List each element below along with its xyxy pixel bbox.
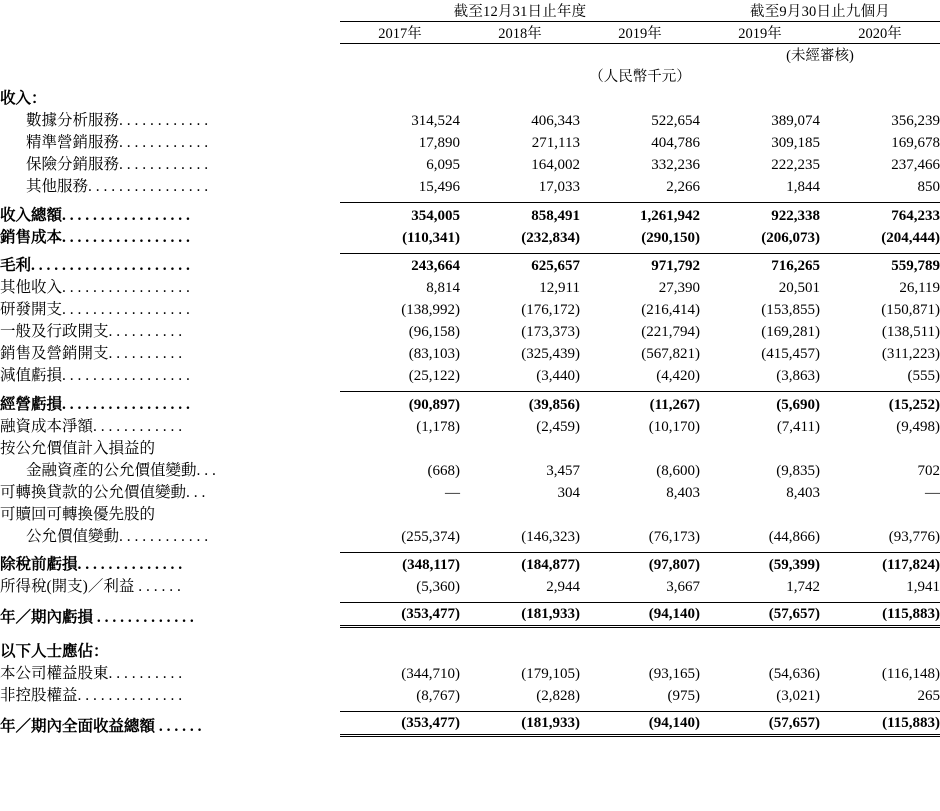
- row-value-col-5: 169,678: [891, 135, 940, 151]
- row-value-col-2: 406,343: [531, 113, 580, 129]
- row-value-col-5: 1,941: [906, 579, 940, 595]
- row-label: 其他服務. . . . . . . . . . . . . . . .: [26, 178, 209, 195]
- row-value-col-1: (1,178): [416, 418, 460, 435]
- row-value-col-5: (117,824): [820, 552, 940, 574]
- row-value-col-3: (8,600): [656, 462, 700, 479]
- row-value-col-4: 716,265: [700, 253, 820, 275]
- row-value-col-2: (3,440): [536, 368, 580, 384]
- row-value-col-1: (5,360): [416, 579, 460, 595]
- row-value-col-4: (5,690): [700, 392, 820, 414]
- row-value-col-4: [700, 86, 820, 108]
- row-value-col-1: (138,992): [401, 302, 460, 318]
- row-value-col-5: [820, 502, 940, 524]
- table-row: [0, 297, 940, 319]
- row-label: 除稅前虧損. . . . . . . . . . . . . .: [0, 556, 183, 573]
- row-value-col-4: (153,855): [761, 302, 820, 318]
- row-value-col-4: (206,073): [761, 229, 820, 246]
- unaudited-note: (未經審核): [786, 48, 854, 64]
- row-value-col-2: 2,944: [546, 579, 580, 595]
- row-value-col-2: (176,172): [521, 302, 580, 318]
- row-value-col-4: (415,457): [761, 346, 820, 362]
- row-value-col-1: (668): [427, 462, 460, 479]
- row-value-col-2: [460, 436, 580, 458]
- row-value-col-5: 26,119: [899, 280, 940, 296]
- row-value-col-5: (311,223): [881, 346, 940, 362]
- row-value-col-2: (179,105): [521, 666, 580, 682]
- row-value-col-1: [340, 639, 460, 661]
- row-value-col-1: 243,664: [340, 253, 460, 275]
- row-value-col-1: [340, 436, 460, 458]
- row-value-col-1: (344,710): [401, 666, 460, 682]
- row-value-col-3: 2,266: [666, 179, 700, 195]
- unaudited-blank-2: [460, 44, 580, 66]
- row-value-col-3: (11,267): [580, 392, 700, 414]
- currency-blank-label: [0, 65, 340, 86]
- row-value-col-1: (255,374): [401, 528, 460, 545]
- row-value-col-1: 15,496: [418, 179, 460, 195]
- row-value-col-3: (76,173): [648, 528, 700, 545]
- row-value-col-2: [460, 86, 580, 108]
- row-value-col-1: (348,117): [340, 552, 460, 574]
- row-value-col-2: (325,439): [521, 346, 580, 362]
- table-row: [0, 574, 940, 596]
- row-value-col-2: (232,834): [521, 229, 580, 246]
- row-value-col-2: 625,657: [460, 253, 580, 275]
- header-corner-blank: [0, 0, 340, 22]
- table-row: [0, 552, 940, 574]
- spacer-cell: [0, 627, 940, 640]
- header-year-blank: [0, 22, 340, 44]
- row-value-col-3: (290,150): [641, 229, 700, 246]
- table-row: [0, 502, 940, 524]
- table-row: [0, 130, 940, 152]
- table-row: [0, 363, 940, 385]
- row-value-col-4: (44,866): [768, 528, 820, 545]
- row-value-col-2: [460, 502, 580, 524]
- table-header: [0, 0, 940, 86]
- row-label: 收入總額. . . . . . . . . . . . . . . . .: [0, 206, 190, 224]
- row-value-col-1: 354,005: [340, 203, 460, 225]
- table-row: [0, 275, 940, 297]
- row-value-col-2: (146,323): [521, 528, 580, 545]
- row-value-col-4: 20,501: [778, 280, 820, 296]
- row-value-col-5: (115,883): [820, 603, 940, 627]
- row-value-col-4: (3,021): [776, 688, 820, 704]
- table-row: [0, 341, 940, 363]
- row-value-col-2: (2,459): [536, 418, 580, 435]
- row-label: 研發開支. . . . . . . . . . . . . . . . .: [0, 301, 190, 318]
- row-value-col-1: —: [445, 484, 460, 501]
- table-body: [0, 86, 940, 736]
- table-row: [0, 683, 940, 705]
- row-value-col-4: 8,403: [786, 484, 820, 501]
- row-value-col-2: (181,933): [460, 603, 580, 627]
- row-value-col-3: [580, 86, 700, 108]
- row-value-col-3: (221,794): [641, 324, 700, 340]
- table-row: [0, 392, 940, 414]
- row-value-col-2: (39,856): [460, 392, 580, 414]
- header-group-ninemonths: 截至9月30日止九個月: [700, 0, 940, 22]
- row-value-col-3: 971,792: [580, 253, 700, 275]
- row-label: 金融資產的公允價值變動. . .: [26, 461, 216, 479]
- row-label: 保險分銷服務. . . . . . . . . . . .: [26, 156, 209, 173]
- row-label: 數據分析服務. . . . . . . . . . . .: [26, 112, 209, 129]
- row-label: 收入：: [0, 90, 47, 107]
- row-label: 可轉換貸款的公允價值變動. . .: [0, 483, 206, 501]
- table-row: [0, 108, 940, 130]
- row-value-col-4: (9,835): [776, 462, 820, 479]
- row-value-col-5: —: [925, 484, 940, 501]
- header-group-annual: 截至12月31日止年度: [340, 0, 700, 22]
- row-value-col-5: 764,233: [820, 203, 940, 225]
- row-value-col-5: (93,776): [888, 528, 940, 545]
- row-value-col-3: (216,414): [641, 302, 700, 318]
- row-value-col-1: 8,814: [426, 280, 460, 296]
- row-value-col-5: 850: [917, 179, 940, 195]
- header-currency-row: [0, 65, 940, 86]
- row-label: 以下人士應佔：: [0, 643, 109, 660]
- row-label: 毛利. . . . . . . . . . . . . . . . . . . . .: [0, 257, 190, 274]
- row-value-col-4: 222,235: [771, 157, 820, 173]
- row-value-col-5: 237,466: [891, 157, 940, 173]
- row-label: 可贖回可轉換優先股的: [0, 505, 156, 523]
- row-value-col-1: (110,341): [402, 229, 460, 246]
- row-value-col-2: 164,002: [531, 157, 580, 173]
- row-value-col-3: (4,420): [656, 368, 700, 384]
- table-row: [0, 480, 940, 502]
- row-value-col-1: (83,103): [408, 346, 460, 362]
- row-label: 精準營銷服務. . . . . . . . . . . .: [26, 134, 209, 151]
- row-value-col-5: 702: [917, 462, 940, 479]
- row-value-col-4: (59,399): [700, 552, 820, 574]
- row-value-col-2: 17,033: [538, 179, 580, 195]
- row-value-col-4: (57,657): [700, 603, 820, 627]
- row-value-col-5: (9,498): [896, 418, 940, 435]
- row-value-col-5: 356,239: [891, 113, 940, 129]
- row-value-col-4: 1,844: [786, 179, 820, 195]
- row-value-col-2: 12,911: [539, 280, 580, 296]
- row-value-col-4: 389,074: [771, 113, 820, 129]
- table-row: [0, 152, 940, 174]
- row-value-col-2: 304: [557, 484, 580, 501]
- row-value-col-3: [580, 436, 700, 458]
- currency-unit-note: （人民幣千元）: [589, 69, 691, 85]
- table-row: [0, 712, 940, 736]
- row-value-col-4: (169,281): [761, 324, 820, 340]
- row-value-col-2: (173,373): [521, 324, 580, 340]
- table-row: [0, 174, 940, 196]
- unaudited-blank-3: [580, 44, 700, 66]
- table-row: [0, 661, 940, 683]
- row-value-col-5: (150,871): [881, 302, 940, 318]
- row-value-col-5: [820, 639, 940, 661]
- row-label: 非控股權益. . . . . . . . . . . . . .: [0, 687, 183, 704]
- row-value-col-3: (94,140): [580, 712, 700, 736]
- row-value-col-4: (3,863): [776, 368, 820, 384]
- row-value-col-2: 3,457: [546, 462, 580, 479]
- table-row: [0, 414, 940, 436]
- row-value-col-1: (90,897): [340, 392, 460, 414]
- unaudited-blank-1: [340, 44, 460, 66]
- row-value-col-3: 1,261,942: [580, 203, 700, 225]
- row-label: 公允價值變動. . . . . . . . . . . .: [26, 527, 209, 545]
- row-value-col-3: 3,667: [666, 579, 700, 595]
- row-value-col-5: [820, 86, 940, 108]
- row-value-col-5: [820, 436, 940, 458]
- row-label: 按公允價值計入損益的: [0, 439, 156, 457]
- row-value-col-4: (57,657): [700, 712, 820, 736]
- row-value-col-3: 332,236: [651, 157, 700, 173]
- row-value-col-4: 1,742: [786, 579, 820, 595]
- header-year-row: [0, 22, 940, 44]
- row-value-col-3: 522,654: [651, 113, 700, 129]
- row-value-col-1: 314,524: [411, 113, 460, 129]
- row-value-col-5: (116,148): [881, 666, 940, 682]
- row-label: 本公司權益股東. . . . . . . . . .: [0, 665, 183, 682]
- row-value-col-1: (8,767): [416, 688, 460, 704]
- row-value-col-5: (138,511): [881, 324, 940, 340]
- row-value-col-3: (567,821): [641, 346, 700, 362]
- row-label: 銷售及營銷開支. . . . . . . . . .: [0, 345, 183, 362]
- table-row: [0, 319, 940, 341]
- header-year-2018: 2018年: [460, 22, 580, 44]
- row-value-col-2: 271,113: [531, 135, 580, 151]
- table-row: [0, 253, 940, 275]
- row-value-col-5: 559,789: [820, 253, 940, 275]
- section-heading-row: [0, 639, 940, 661]
- row-value-col-4: 309,185: [771, 135, 820, 151]
- row-spacer: [0, 627, 940, 640]
- row-value-col-4: (7,411): [776, 418, 820, 435]
- row-value-col-2: (181,933): [460, 712, 580, 736]
- row-value-col-4: [700, 639, 820, 661]
- row-value-col-3: [580, 502, 700, 524]
- unaudited-blank-label: [0, 44, 340, 66]
- row-label: 經營虧損. . . . . . . . . . . . . . . . .: [0, 395, 190, 413]
- table-row: [0, 524, 940, 546]
- row-value-col-5: 265: [917, 688, 940, 704]
- row-value-col-3: (97,807): [580, 552, 700, 574]
- table-row: [0, 458, 940, 480]
- row-label: 其他收入. . . . . . . . . . . . . . . . .: [0, 279, 190, 296]
- row-label: 年／期內全面收益總額 . . . . . .: [0, 717, 202, 735]
- row-value-col-4: 922,338: [700, 203, 820, 225]
- header-group-row: [0, 0, 940, 22]
- row-value-col-3: 404,786: [651, 135, 700, 151]
- row-value-col-2: 858,491: [460, 203, 580, 225]
- table-row: [0, 203, 940, 225]
- row-value-col-5: (115,883): [820, 712, 940, 736]
- row-value-col-3: (94,140): [580, 603, 700, 627]
- row-value-col-1: 6,095: [426, 157, 460, 173]
- header-year-2017: 2017年: [340, 22, 460, 44]
- row-value-col-4: (54,636): [768, 666, 820, 682]
- row-value-col-3: 27,390: [658, 280, 700, 296]
- section-heading-row: [0, 86, 940, 108]
- row-value-col-2: [460, 639, 580, 661]
- row-value-col-4: [700, 436, 820, 458]
- row-value-col-1: (96,158): [408, 324, 460, 340]
- row-value-col-1: [340, 86, 460, 108]
- table-row: [0, 436, 940, 458]
- row-value-col-1: 17,890: [418, 135, 460, 151]
- header-unaudited-row: [0, 44, 940, 66]
- row-value-col-1: (25,122): [408, 368, 460, 384]
- row-value-col-2: (2,828): [536, 688, 580, 704]
- row-value-col-3: (93,165): [648, 666, 700, 682]
- row-label: 一般及行政開支. . . . . . . . . .: [0, 323, 183, 340]
- row-value-col-1: (353,477): [340, 712, 460, 736]
- table-row: [0, 225, 940, 247]
- header-year-2020-interim: 2020年: [820, 22, 940, 44]
- row-value-col-3: [580, 639, 700, 661]
- row-value-col-4: [700, 502, 820, 524]
- row-value-col-1: [340, 502, 460, 524]
- row-label: 年／期內虧損 . . . . . . . . . . . . .: [0, 608, 194, 626]
- row-label: 所得稅(開支)／利益 . . . . . .: [0, 578, 181, 595]
- table-row: [0, 603, 940, 627]
- row-label: 融資成本淨額. . . . . . . . . . . .: [0, 417, 183, 435]
- row-label: 銷售成本. . . . . . . . . . . . . . . . .: [0, 228, 190, 246]
- row-value-col-1: (353,477): [340, 603, 460, 627]
- row-value-col-5: (555): [907, 368, 940, 384]
- header-year-2019-interim: 2019年: [700, 22, 820, 44]
- row-value-col-2: (184,877): [460, 552, 580, 574]
- row-value-col-3: (10,170): [648, 418, 700, 435]
- row-value-col-3: (975): [667, 688, 700, 704]
- row-value-col-3: 8,403: [666, 484, 700, 501]
- row-label: 減值虧損. . . . . . . . . . . . . . . . .: [0, 367, 190, 384]
- row-value-col-5: (15,252): [820, 392, 940, 414]
- header-year-2019: 2019年: [580, 22, 700, 44]
- row-value-col-5: (204,444): [881, 229, 940, 246]
